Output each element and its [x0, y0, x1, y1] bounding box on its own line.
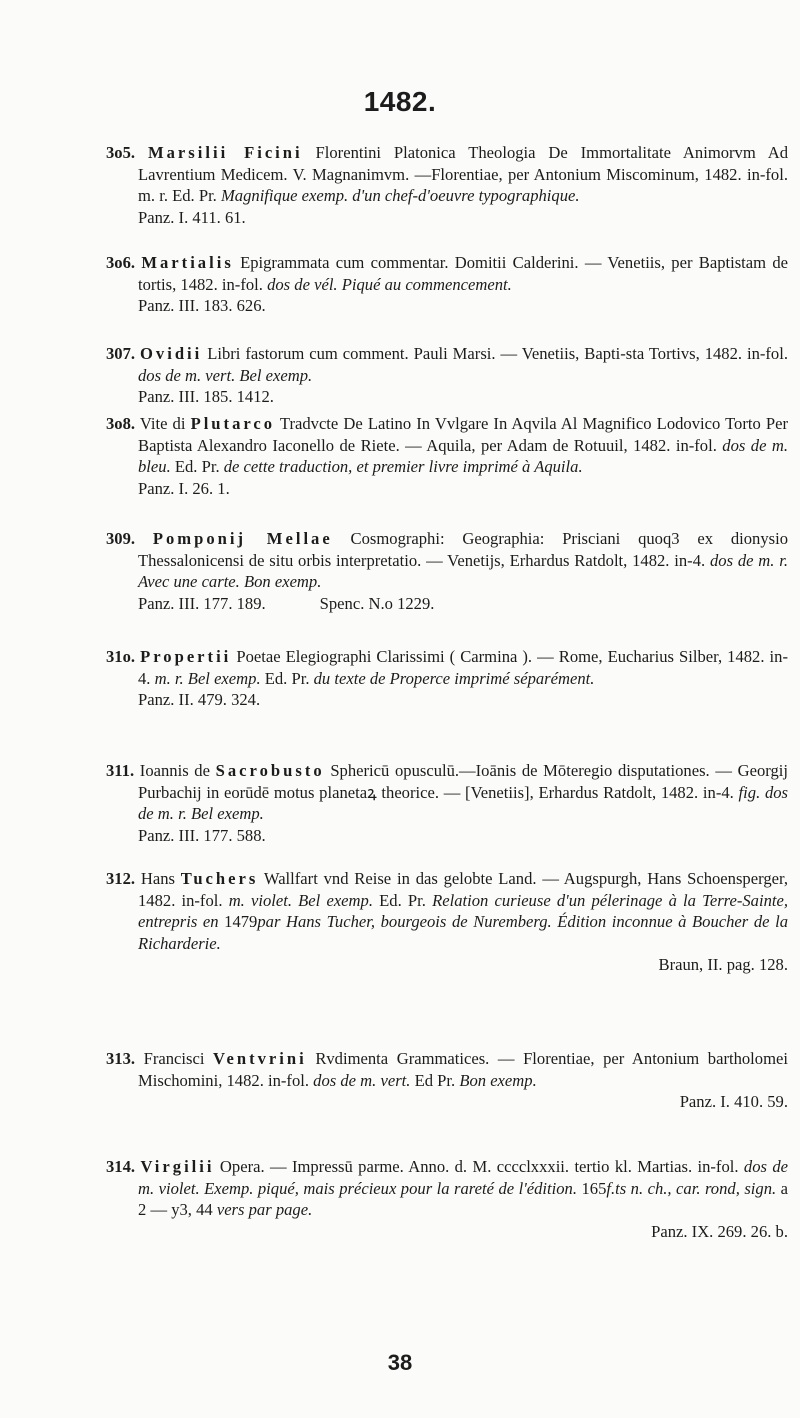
entry-note: m. violet. Bel exemp. — [228, 890, 373, 910]
catalogue-entry — [106, 413, 788, 499]
entry-number: 31o. — [106, 647, 136, 666]
entry-note: dos de m. violet. Exemp. piqué, mais précieux pour la rareté de l'édition. — [138, 1157, 788, 1198]
entry-author: Martialis — [141, 253, 234, 272]
entry-note-2: de cette traduction, et premier livre imprimé à Aquila. — [223, 457, 583, 476]
entry-author: Ovidii — [140, 344, 203, 363]
catalogue-entry — [106, 646, 788, 711]
entry-text: Florentini Platonica Theologia De Immortalitate Animorvm Ad Lavrentium Medicem. V. Magnanimvm. —Florentiae, per Antonium Miscominum, 1482. in-fol. m. r. Ed. Pr. — [138, 143, 789, 205]
entry-author: Tuchers — [180, 869, 259, 888]
entry-text-before: Vite di — [139, 414, 186, 433]
entry-author: Marsilii Ficini — [147, 143, 303, 162]
entry-text: Rvdimenta Grammatices. — Florentiae, per Antonium bartholomei Mischomini, 1482. in-fol. — [138, 1049, 788, 1090]
entry-reference: Panz. II. 479. 324. — [138, 690, 261, 709]
entry-note: m. r. Bel exemp. — [154, 668, 261, 688]
entry-text-after: Ed Pr. — [414, 1070, 456, 1090]
entry-note-2: Bon exemp. — [459, 1070, 537, 1090]
catalogue-entry — [106, 252, 788, 317]
entry-note: dos de m. bleu. — [138, 435, 788, 476]
entry-text-after-2: 1479 — [224, 912, 258, 931]
entry-note: fig. dos de m. r. Bel exemp. — [138, 782, 789, 823]
entry-reference: Panz. I. 26. 1. — [138, 478, 230, 498]
entry-number: 3o5. — [106, 143, 136, 162]
entry-text-before: Ioannis de — [139, 761, 210, 780]
entry-reference-line — [138, 593, 788, 615]
catalogue-entry — [106, 868, 788, 976]
entry-number: 314. — [106, 1157, 136, 1176]
entry-text-after: 165 — [581, 1178, 607, 1198]
entry-note-3: vers par page. — [216, 1200, 313, 1219]
entry-text: Wallfart vnd Reise in das gelobte Land. — Augspurgh, Hans Schoensperger, 1482. in-fol. — [138, 869, 788, 910]
entry-text: Sphericū opusculū.—Ioānis de Mōteregio disputationes. — Georgij Purbachij in eorūdē motus planetaꝝ theorice. — [Venetiis], Erhardus Ratdolt, 1482. in-4. — [138, 761, 788, 802]
entry-text: Cosmographi: Geographia: Prisciani quoq3 ex dionysio Thessalonicensi de situ orbis interpretatio. — Venetijs, Erhardus Ratdolt, 1482. in-4. — [138, 529, 788, 570]
entry-number: 313. — [106, 1049, 136, 1068]
entry-author: Ventvrini — [213, 1049, 307, 1068]
entry-reference: Panz. IX. 269. 26. b. — [651, 1221, 788, 1241]
catalogue-entry — [106, 142, 788, 228]
entry-reference-2: Spenc. N.o 1229. — [319, 593, 435, 613]
entry-note-2: Relation curieuse d'un pélerinage à la Terre-Sainte, entrepris en — [138, 890, 789, 931]
entry-reference: Panz. III. 177. 588. — [138, 825, 266, 845]
entry-note: dos de vél. Piqué au commencement. — [267, 274, 512, 294]
entry-reference: Panz. III. 177. 189. — [138, 593, 266, 613]
entry-note-2: f.ts n. ch., car. rond, sign. — [606, 1178, 777, 1198]
entry-text: Opera. — Impressū parme. Anno. d. M. cccclxxxii. tertio kl. Martias. in-fol. — [219, 1157, 739, 1176]
entry-number: 3o8. — [106, 414, 136, 433]
entry-text: Epigrammata cum commentar. Domitii Calderini. — Venetiis, per Baptistam de tortis, 1482. in-fol. — [138, 253, 789, 294]
entry-text: Libri fastorum cum comment. Pauli Marsi. — Venetiis, Bapti-sta Tortivs, 1482. in-fol. — [207, 344, 788, 363]
entry-reference: Panz. III. 183. 626. — [138, 296, 266, 315]
entry-reference: Panz. I. 411. 61. — [138, 207, 246, 227]
catalogue-entry — [106, 1048, 788, 1113]
entry-text: Poetae Elegiographi Clarissimi ( Carmina ). — Rome, Eucharius Silber, 1482. in-4. — [138, 647, 788, 688]
entry-reference: Panz. I. 410. 59. — [679, 1092, 788, 1111]
entry-number: 3o6. — [106, 253, 136, 272]
page-number: 38 — [387, 1350, 413, 1375]
entry-number: 311. — [106, 761, 135, 780]
entry-reference: Panz. III. 185. 1412. — [138, 387, 274, 406]
entry-text-before: Hans — [140, 869, 175, 888]
entry-number: 307. — [106, 344, 136, 363]
entry-author: Pomponij Mellae — [152, 529, 333, 548]
catalogue-entry — [106, 343, 788, 408]
entry-note: dos de m. vert. Bel exemp. — [138, 365, 313, 385]
entry-author: Plutarco — [190, 414, 276, 433]
entry-note: Magnifique exemp. d'un chef-d'oeuvre typographique. — [220, 186, 580, 205]
entry-text-after: Ed. Pr. — [174, 457, 220, 476]
entry-text-before: Francisci — [143, 1049, 205, 1068]
entry-text-after-2: a 2 — y3, 44 — [138, 1178, 788, 1219]
page-year-header: 1482. — [363, 86, 437, 117]
entry-text: Tradvcte De Latino In Vvlgare In Aqvila Al Magnifico Lodovico Torto Per Baptista Alexandro Iaconello de Riete. — Aquila, per Adam de Rotuuil, 1482. in-fol. — [138, 414, 789, 455]
entry-note: dos de m. vert. — [313, 1070, 411, 1090]
entry-note-3: par Hans Tucher, bourgeois de Nuremberg. Édition inconnue à Boucher de la Richarderie. — [138, 912, 788, 953]
entry-text-after: Ed. Pr. — [379, 890, 426, 910]
catalogue-entry — [106, 760, 788, 846]
entry-author: Sacrobusto — [215, 761, 325, 780]
entry-note: dos de m. r. Avec une carte. Bon exemp. — [138, 550, 789, 591]
entry-reference: Braun, II. pag. 128. — [658, 955, 788, 974]
entry-author: Virgilii — [140, 1157, 215, 1176]
catalogue-entry — [106, 528, 788, 614]
entry-number: 309. — [106, 529, 136, 548]
catalogue-entry — [106, 1156, 788, 1242]
entry-number: 312. — [106, 869, 136, 888]
entry-text-after: Ed. Pr. — [264, 668, 310, 688]
entry-note-2: du texte de Properce imprimé séparément. — [313, 668, 595, 688]
entry-author: Propertii — [140, 647, 232, 666]
